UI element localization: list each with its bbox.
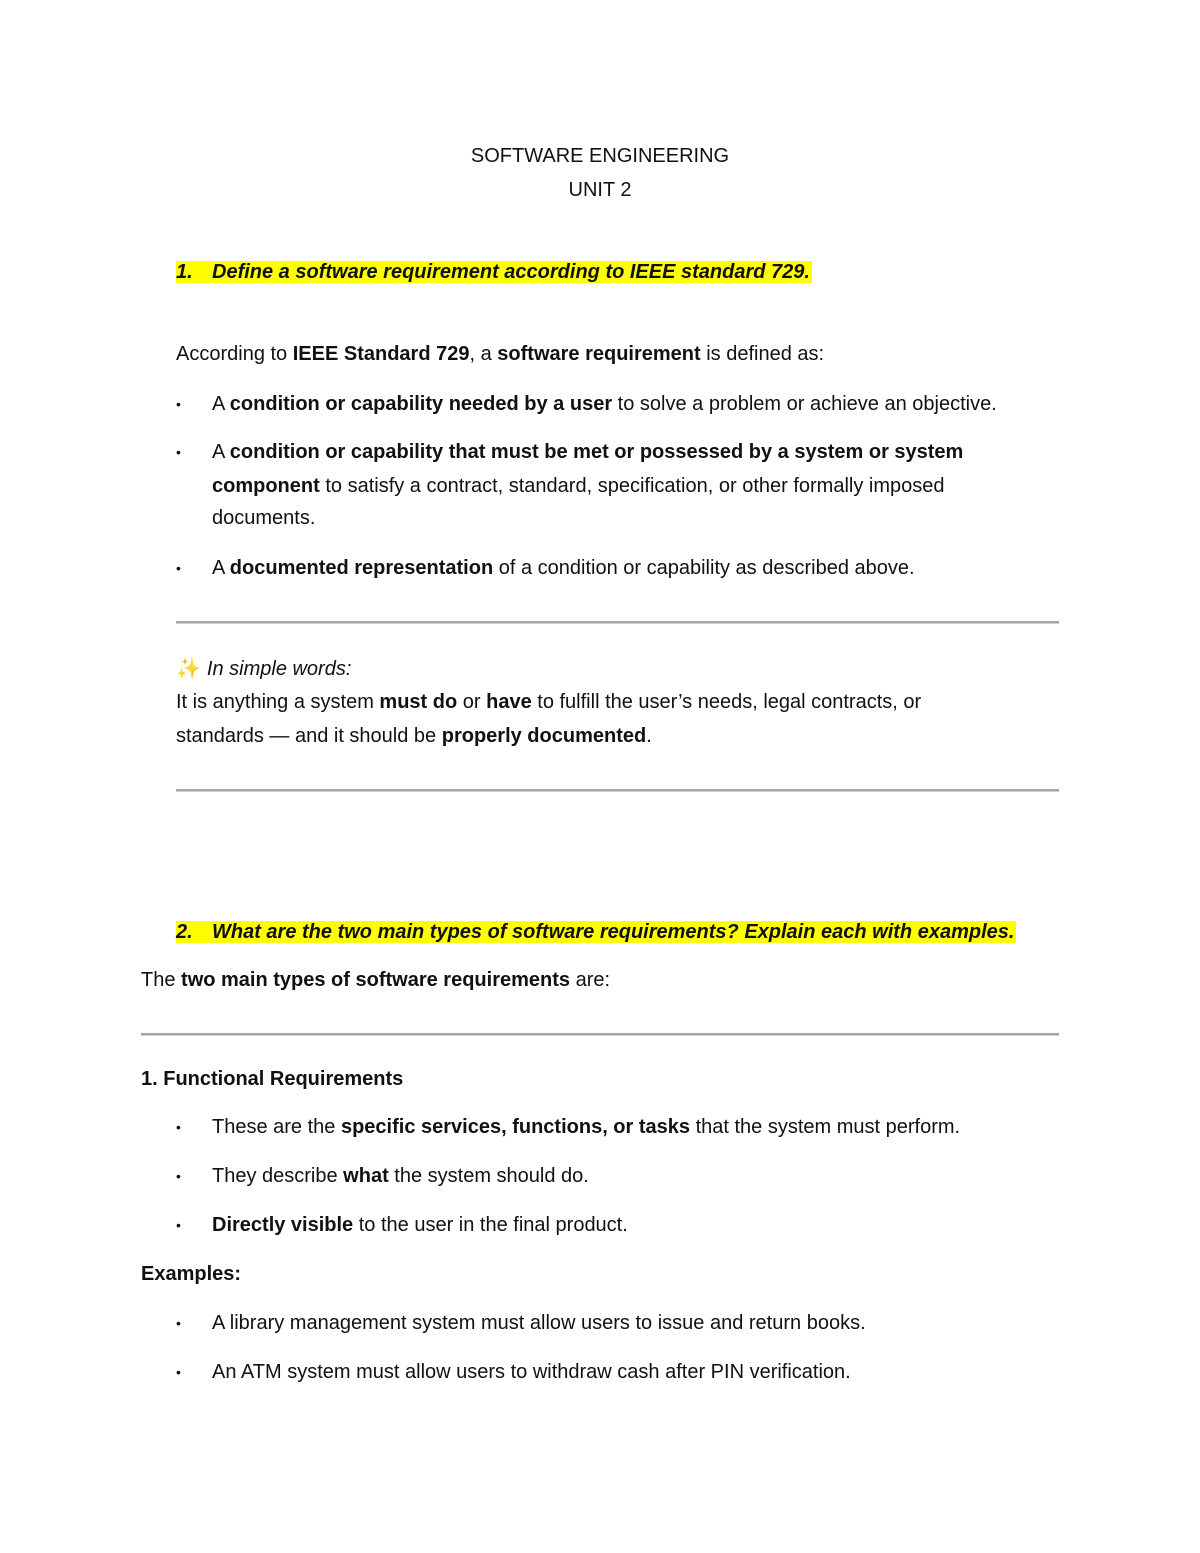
example-item-1: A library management system must allow users to issue and return books. <box>212 1312 866 1334</box>
q2-intro-text: The <box>141 969 182 991</box>
simple-words-heading: In simple words: <box>206 658 352 680</box>
q1-intro-text: is defined as: <box>700 343 825 365</box>
question-1 <box>176 258 812 286</box>
q1-bullet-3 <box>212 554 915 582</box>
q1-bullet-text: to solve a problem or achieve an objective. <box>612 393 997 415</box>
functional-bold: what <box>343 1165 389 1187</box>
functional-bullet-3 <box>212 1211 628 1239</box>
q1-bullet-bold: condition or capability that must be met or possessed by a system or system <box>229 441 964 463</box>
question-1-number: 1. <box>176 261 193 283</box>
q1-intro-bold: IEEE Standard 729 <box>292 343 470 365</box>
bullet-icon: • <box>176 396 181 412</box>
functional-text: These are the <box>212 1116 341 1138</box>
q2-intro-text: are: <box>570 969 611 991</box>
question-2 <box>176 918 1016 946</box>
question-2-number: 2. <box>176 921 193 943</box>
q1-bullet-1 <box>212 390 997 418</box>
bullet-icon: • <box>176 1168 181 1184</box>
horizontal-divider <box>176 789 1059 792</box>
question-1-text: Define a software requirement according to IEEE standard 729. <box>212 261 810 283</box>
question-2-highlight <box>176 921 1016 943</box>
q1-bullet-text: to satisfy a contract, standard, specification, or other formally imposed <box>319 475 945 497</box>
simple-words-line-1 <box>176 688 921 716</box>
functional-text: that the system must perform. <box>690 1116 961 1138</box>
q1-bullet-2-line-3: documents. <box>212 507 316 529</box>
question-2-text: What are the two main types of software requirements? Explain each with examples. <box>212 921 1015 943</box>
bullet-icon: • <box>176 1364 181 1380</box>
q1-intro <box>176 340 824 368</box>
q2-intro-bold: two main types of software requirements <box>181 969 571 991</box>
horizontal-divider <box>176 621 1059 624</box>
sparkles-icon: ✨ <box>176 658 201 680</box>
bullet-icon: • <box>176 1315 181 1331</box>
functional-text: to the user in the final product. <box>353 1214 628 1236</box>
q1-bullet-2-line-2 <box>212 472 945 500</box>
q2-intro <box>141 966 610 994</box>
simple-text: . <box>646 725 652 747</box>
functional-bold: Directly visible <box>212 1214 354 1236</box>
simple-bold: properly documented <box>441 725 647 747</box>
q1-bullet-text: A <box>212 393 230 415</box>
simple-bold: have <box>486 691 532 713</box>
bullet-icon: • <box>176 1119 181 1135</box>
simple-text: or <box>457 691 487 713</box>
bullet-icon: • <box>176 560 181 576</box>
simple-text: to fulfill the user’s needs, legal contracts, or <box>531 691 922 713</box>
simple-text: standards — and it should be <box>176 725 442 747</box>
document-subtitle: UNIT 2 <box>568 179 632 201</box>
functional-requirements-heading: 1. Functional Requirements <box>141 1068 404 1090</box>
q1-bullet-bold: component <box>212 475 320 497</box>
functional-text: the system should do. <box>388 1165 589 1187</box>
functional-bullet-2 <box>212 1162 589 1190</box>
q1-bullet-2-line-1 <box>212 438 963 466</box>
q1-bullet-bold: documented representation <box>229 557 494 579</box>
example-item-2: An ATM system must allow users to withdraw cash after PIN verification. <box>212 1361 851 1383</box>
bullet-icon: • <box>176 1217 181 1233</box>
q1-intro-bold: software requirement <box>497 343 701 365</box>
bullet-icon: • <box>176 444 181 460</box>
simple-bold: must do <box>379 691 458 713</box>
q1-bullet-bold: condition or capability needed by a user <box>229 393 613 415</box>
horizontal-divider <box>141 1033 1059 1036</box>
q1-intro-text: According to <box>176 343 293 365</box>
examples-label: Examples: <box>141 1263 242 1285</box>
functional-text: They describe <box>212 1165 344 1187</box>
q1-intro-text: , a <box>469 343 498 365</box>
simple-text: It is anything a system <box>176 691 380 713</box>
q1-bullet-text: A <box>212 441 230 463</box>
question-1-highlight <box>176 261 812 283</box>
document-title: SOFTWARE ENGINEERING <box>470 145 730 167</box>
simple-words-label <box>176 655 351 683</box>
q1-bullet-text: of a condition or capability as described above. <box>493 557 915 579</box>
functional-bullet-1 <box>212 1113 960 1141</box>
simple-words-line-2 <box>176 722 652 750</box>
functional-bold: specific services, functions, or tasks <box>340 1116 691 1138</box>
q1-bullet-text: A <box>212 557 230 579</box>
